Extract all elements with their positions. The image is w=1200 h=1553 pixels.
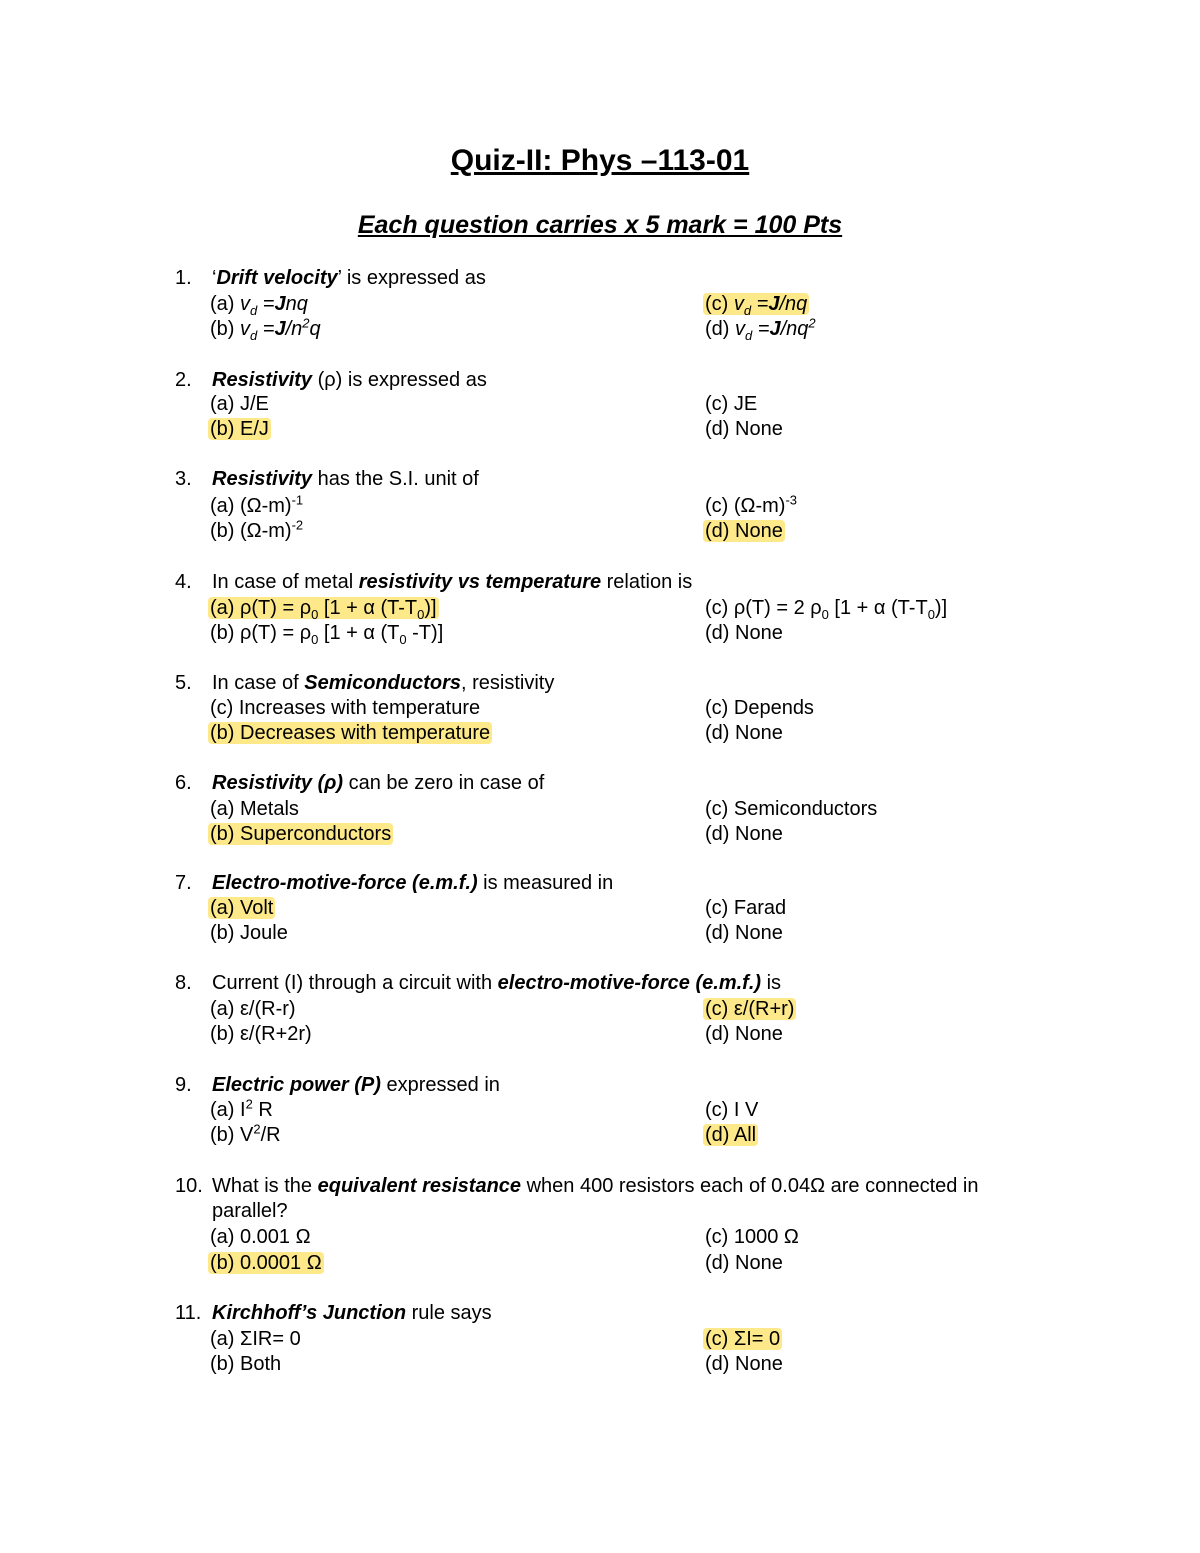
page-subtitle: Each question carries x 5 mark = 100 Pts [357, 211, 843, 239]
option-a: (a) 0.001 Ω [210, 1226, 311, 1248]
option-c: (c) 1000 Ω [705, 1226, 799, 1248]
question-number: 4. [175, 571, 192, 593]
option-c: (c) ΣI= 0 [705, 1328, 781, 1350]
option-b: (b) Superconductors [210, 823, 392, 845]
option-a: (a) ε/(R-r) [210, 998, 296, 1020]
option-b: (b) 0.0001 Ω [210, 1252, 322, 1274]
question-stem: Resistivity (ρ) is expressed as [212, 369, 487, 391]
option-d: (d) None [705, 722, 783, 744]
question-stem: Electric power (P) expressed in [212, 1074, 500, 1096]
question-number: 9. [175, 1074, 192, 1096]
option-c: (c) ε/(R+r) [705, 998, 795, 1020]
option-a: (a) Metals [210, 798, 299, 820]
question-number: 10. [175, 1175, 203, 1197]
option-b: (b) Both [210, 1353, 282, 1375]
option-b: (b) E/J [210, 418, 269, 440]
question-stem: In case of Semiconductors, resistivity [212, 672, 555, 694]
question-stem-continued: parallel? [212, 1200, 288, 1222]
option-d: (d) $v_d =J/nq^2$ [705, 315, 816, 343]
option-d: (d) None [705, 520, 783, 542]
option-b: (b) $(\Omega-m)^{-2}$ [210, 517, 304, 542]
question-stem: Current (I) through a circuit with electro-motive-force (e.m.f.) is [212, 972, 782, 994]
option-a: (a) $I^2$ R [210, 1096, 273, 1121]
question-number: 2. [175, 369, 192, 391]
question-number: 5. [175, 672, 192, 694]
option-c: (c) Farad [705, 897, 787, 919]
option-b: (b) Decreases with temperature [210, 722, 491, 744]
option-c: (c) $v_d =J/nq$ [705, 293, 808, 318]
option-a: (a) Volt [210, 897, 274, 919]
option-d: (d) None [705, 418, 783, 440]
option-b: (b) $\rho(T) = \rho_0$ [1 + α ($T_0$ -T)] [210, 622, 444, 647]
option-d: (d) None [705, 1353, 783, 1375]
question-number: 6. [175, 772, 192, 794]
option-a: (a) ΣIR= 0 [210, 1328, 301, 1350]
question-stem: What is the equivalent resistance when 400 resistors each of 0.04Ω are connected in [212, 1175, 979, 1197]
option-a: (a) J/E [210, 393, 269, 415]
option-c: (c) $(\Omega-m)^{-3}$ [705, 492, 798, 517]
option-a: (a) $(\Omega-m)^{-1}$ [210, 492, 304, 517]
option-c: (c) Semiconductors [705, 798, 878, 820]
option-d: (d) None [705, 622, 783, 644]
option-c: (c) I V [705, 1099, 759, 1121]
option-a: (c) Increases with temperature [210, 697, 481, 719]
question-number: 3. [175, 468, 192, 490]
question-number: 1. [175, 267, 192, 289]
question-stem: Kirchhoff’s Junction rule says [212, 1302, 492, 1324]
option-b: (b) ε/(R+2r) [210, 1023, 312, 1045]
option-d: (d) None [705, 823, 783, 845]
page-title: Quiz-II: Phys –113-01 [450, 144, 750, 177]
question-stem: Resistivity (ρ) can be zero in case of [212, 772, 545, 794]
option-c: (c) Depends [705, 697, 814, 719]
question-number: 8. [175, 972, 192, 994]
option-d: (d) None [705, 1023, 783, 1045]
option-d: (d) All [705, 1124, 757, 1146]
option-a: (a) $\rho(T) = \rho_0$ [1 + α $(T-T_0)$] [210, 597, 437, 622]
question-stem: In case of metal resistivity vs temperature relation is [212, 571, 693, 593]
option-c: (c) ρ(T) = 2 $\rho_0$ [1 + α $(T-T_0)$] [705, 597, 948, 622]
option-d: (d) None [705, 1252, 783, 1274]
option-b: (b) $V^2/R$ [210, 1121, 281, 1146]
question-stem: Electro-motive-force (e.m.f.) is measured in [212, 872, 614, 894]
option-a: (a) $v_d =Jnq$ [210, 293, 308, 318]
question-number: 7. [175, 872, 192, 894]
option-b: (b) $v_d =J/n^2q$ [210, 315, 321, 343]
question-stem: Resistivity has the S.I. unit of [212, 468, 479, 490]
option-d: (d) None [705, 922, 783, 944]
option-c: (c) JE [705, 393, 758, 415]
question-number: 11. [175, 1302, 202, 1324]
option-b: (b) Joule [210, 922, 288, 944]
question-stem: ‘Drift velocity’ is expressed as [212, 267, 486, 289]
